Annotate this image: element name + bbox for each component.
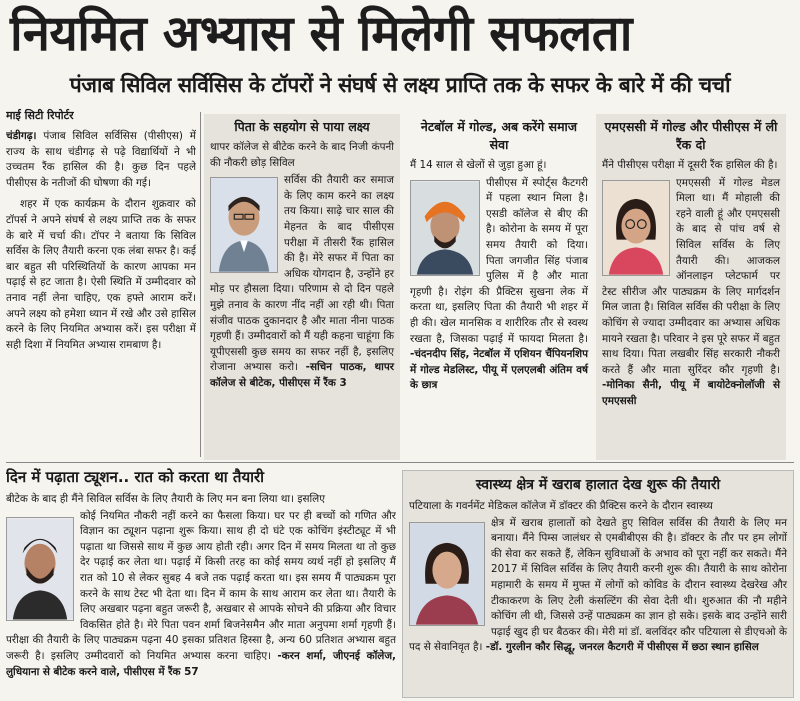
story-5-portrait xyxy=(409,522,485,626)
story-4-portrait xyxy=(6,517,74,621)
story-3-body: एमएससी में गोल्ड मेडल मिला था। मैं मोहाली की रहने वाली हूं और एमएससी के बाद से पांच वर्ष से सिविल सर्विस के लिए तैयारी की। आजकल ऑनलाइन प्लेटफार्म पर टेस्ट सीरीज और पाठ्यक्रम के लिए मार्गदर्शन मिल जाता है। सिविल सर्विस की परीक्षा के लिए कोचिंग से ज्यादा उम्मीदवार का अभ्यास अधिक मायने रखता है। परिवार ने इस पूरे सफर में बहुत साथ दिया। पिता लखबीर सिंह सरकारी नौकरी करते हैं और माता सुरिंदर कौर गृहणी है। -मोनिका सैनी, पीयू में बायोटेक्नोलॉजी से एमएससी xyxy=(602,176,780,407)
story-2-lead: मैं 14 साल से खेलों से जुड़ा हुआ हूं। xyxy=(410,159,547,171)
section-divider xyxy=(6,462,794,463)
byline: माई सिटी रिपोर्टर xyxy=(6,109,74,122)
column-divider xyxy=(200,112,201,457)
story-5-credit: -डॉ. गुरलीन कौर सिद्धू, जनरल कैटगरी में पीसीएस में छठा स्थान हासिल xyxy=(485,641,759,654)
story-5-body: क्षेत्र में खराब हालातों को देखते हुए सिविल सर्विस की तैयारी के लिए मन बनाया। मैंने पिम्स जालंधर से एमबीबीएस की है। डॉक्टर के तौर पर हम लोगों की सेवा कर सकते हैं, लेकिन सुविधाओं के अभाव को पूरा नहीं कर सकते। मैंने 2017 में सिविल सर्विस के लिए तैयारी करनी शुरू की। तैयारी के साथ कोरोना महामारी के समय में मुफ्त में लोगों को कोविड के दौरान स्वास्थ्य देखरेख और टीकाकरण के लिए टेली कंसल्टिंग की सेवा देती थी। शुरुआत की नौ महीने कोचिंग ली थी, जिससे उन्हें पाठ्यक्रम का ज्ञान हो सके। इसके बाद उन्होंने सारी पढ़ाई खुद ही घर बैठकर की। मेरी मां डॉ. बलविंदर कौर पटियाला से डीएचओ के पद से सेवानिवृत है। -डॉ. गुरलीन कौर सिद्धू, जनरल कैटगरी में पीसीएस में छठा स्थान हासिल xyxy=(409,516,787,654)
story-1-body: सर्विस की तैयारी कर समाज के लिए काम करने का लक्ष्य तय किया। साढ़े चार साल की मेहनत के बाद पीसीएस परीक्षा में तीसरी रैंक हासिल की है। मेरे सफर में पिता का अधिक योगदान है, उन्होंने हर मोड़ पर हौसला दिया। परिणाम से दो दिन पहले मुझे तनाव के कारण नींद नहीं आ रही थी। पिता संजीव पाठक दुकानदार है और माता नीना पाठक गृहणी हैं। उम्मीदवारों को मैं यही कहना चाहूंगा कि यूपीएससी कुछ समय का सफर नहीं है, इसलिए रोजाना अभ्यास करो। -सचिन पाठक, थापर कॉलेज से बीटेक, पीसीएस में रैंक 3 xyxy=(210,174,394,389)
story-3-portrait xyxy=(602,180,670,276)
story-5-lead: पटियाला के गवर्नमेंट मेडिकल कॉलेज में डॉक्टर की प्रैक्टिस करने के दौरान स्वास्थ्य xyxy=(409,500,713,512)
story-1-box xyxy=(204,114,400,460)
story-3-lead: मैंने पीसीएस परीक्षा में दूसरी रैंक हासिल की है। xyxy=(602,159,778,171)
story-2-portrait xyxy=(410,180,480,276)
story-4-title: दिन में पढ़ाता ट्यूशन.. रात को करता था तैयारी xyxy=(6,468,265,486)
subheadline: पंजाब सिविल सर्विसिस के टॉपरों ने संघर्ष से लक्ष्य प्राप्ति तक के सफर के बारे में की चर्चा xyxy=(69,73,731,97)
story-2-box xyxy=(406,114,592,460)
story-1-title: पिता के सहयोग से पाया लक्ष्य xyxy=(234,119,370,134)
intro-paragraph-1: चंडीगढ़। पंजाब सिविल सर्विसिस (पीसीएस) में राज्य के साथ चंडीगढ़ से पढ़े विद्यार्थियों ने भी उच्चतम रैंक हासिल की है। कुछ दिन पहले पीसीएस के नतीजों की घोषणा की गई। xyxy=(6,130,196,189)
story-2-title: नेटबॉल में गोल्ड, अब करेंगे समाज सेवा xyxy=(420,119,578,152)
story-5-box xyxy=(402,470,794,698)
story-2-body: पीसीएस में स्पोर्ट्स कैटगरी में पहला स्थान मिला है। एसडी कॉलेज से बीए की है। कोरोना के समय में पूरा समय तैयारी को दिया। पिता जगजीत सिंह पंजाब पुलिस में है और माता गृहणी है। रोइंग की प्रैक्टिस सुखना लेक में करता था, इसलिए पिता की तैयारी भी शहर में ही की। खेल मानसिक व शारीरिक तौर से स्वस्थ रखता है, जिसका पढ़ाई में फायदा मिलता है। -चंदनदीप सिंह, नेटबॉल में एशियन चैंपियनशिप में गोल्ड मेडलिस्ट, पीयू में एलएलबी अंतिम वर्ष के छात्र xyxy=(410,176,588,392)
story-1-credit: -सचिन पाठक, थापर कॉलेज से बीटेक, पीसीएस में रैंक 3 xyxy=(210,361,394,389)
intro-paragraph-2: शहर में एक कार्यक्रम के दौरान शुक्रवार को टॉपर्स ने अपने संघर्ष से लक्ष्य प्राप्ति तक के सफर के बारे में चर्चा की। टॉपर ने बताया कि सिविल सर्विस के लिए तैयारी करना एक लंबा सफर है। कई बार बहुत सी परिस्थितियों के कारण आपका मन पढ़ाई से हट जाता है। ऐसी स्थिति में उम्मीदवार को तनाव नहीं लेना चाहिए, एक हफ्ते आराम करें। अपने लक्ष्य को हमेशा ध्यान में रखे और उसे हासिल करने के लिए नियमित अभ्यास करें। इस परीक्षा में सही दिशा में नियमित अभ्यास रामबाण है। xyxy=(6,198,196,351)
headline: नियमित अभ्यास से मिलेगी सफलता xyxy=(10,5,632,62)
dateline: चंडीगढ़। xyxy=(6,130,37,142)
story-4-lead: बीटेक के बाद ही मैंने सिविल सर्विस के लिए तैयारी के लिए मन बना लिया था। इसलिए xyxy=(6,493,325,505)
story-1-portrait xyxy=(210,177,278,273)
intro-column xyxy=(6,108,196,458)
story-3-title: एमएससी में गोल्ड और पीसीएस में ली रैंक दो xyxy=(604,119,778,152)
story-3-box xyxy=(596,114,786,460)
story-2-credit: -चंदनदीप सिंह, नेटबॉल में एशियन चैंपियनशिप में गोल्ड मेडलिस्ट, पीयू में एलएलबी अंतिम वर्ष के छात्र xyxy=(410,348,588,392)
story-3-credit: -मोनिका सैनी, पीयू में बायोटेक्नोलॉजी से एमएससी xyxy=(602,379,780,407)
story-4-body: कोई नियमित नौकरी नहीं करने का फैसला किया। घर पर ही बच्चों को गणित और विज्ञान का ट्यूशन पढ़ाना शुरू किया। साथ ही दो घंटे एक कोचिंग इंस्टीट्यूट में भी पढ़ाता था जिससे साथ में कुछ आय होती रही। अगर दिन में समय मिलता था तो कुछ देर पढ़ाई कर लेता था। पढ़ाई में किसी तरह का कोई समय व्यर्थ नहीं हो इसलिए मैं रात को 10 से लेकर सुबह 4 बजे तक पढ़ाई करता था। इस समय मैं पाठ्यक्रम पूरा करने के साथ टेस्ट भी देता था। दिन में काम के साथ आराम कर लेता था। तैयारी के लिए अखबार पढ़ना बहुत जरूरी है, अखबार से आपके सोचने की प्रक्रिया और विचार विकसित होते है। मेरे पिता पवन शर्मा बिजनेसमैन और माता अनुपमा शर्मा गृहणी हैं। परीक्षा की तैयारी के लिए पाठ्यक्रम पढ़ना 40 इसका प्रतिशत हिस्सा है, अन्य 60 प्रतिशत अभ्यास बहुत जरूरी है। इसलिए उम्मीदवारों को नियमित अभ्यास करना चाहिए। -करन शर्मा, जीएनई कॉलेज, लुधियाना से बीटेक करने वाले, पीसीएस में रैंक 57 xyxy=(6,509,396,678)
story-4-credit: -करन शर्मा, जीएनई कॉलेज, लुधियाना से बीटेक करने वाले, पीसीएस में रैंक 57 xyxy=(6,649,396,678)
story-1-lead: थापर कॉलेज से बीटेक करने के बाद निजी कंपनी की नौकरी छोड़ सिविल xyxy=(210,141,394,169)
story-5-title: स्वास्थ्य क्षेत्र में खराब हालात देख शुरू की तैयारी xyxy=(475,477,721,493)
story-4-box xyxy=(6,466,396,698)
